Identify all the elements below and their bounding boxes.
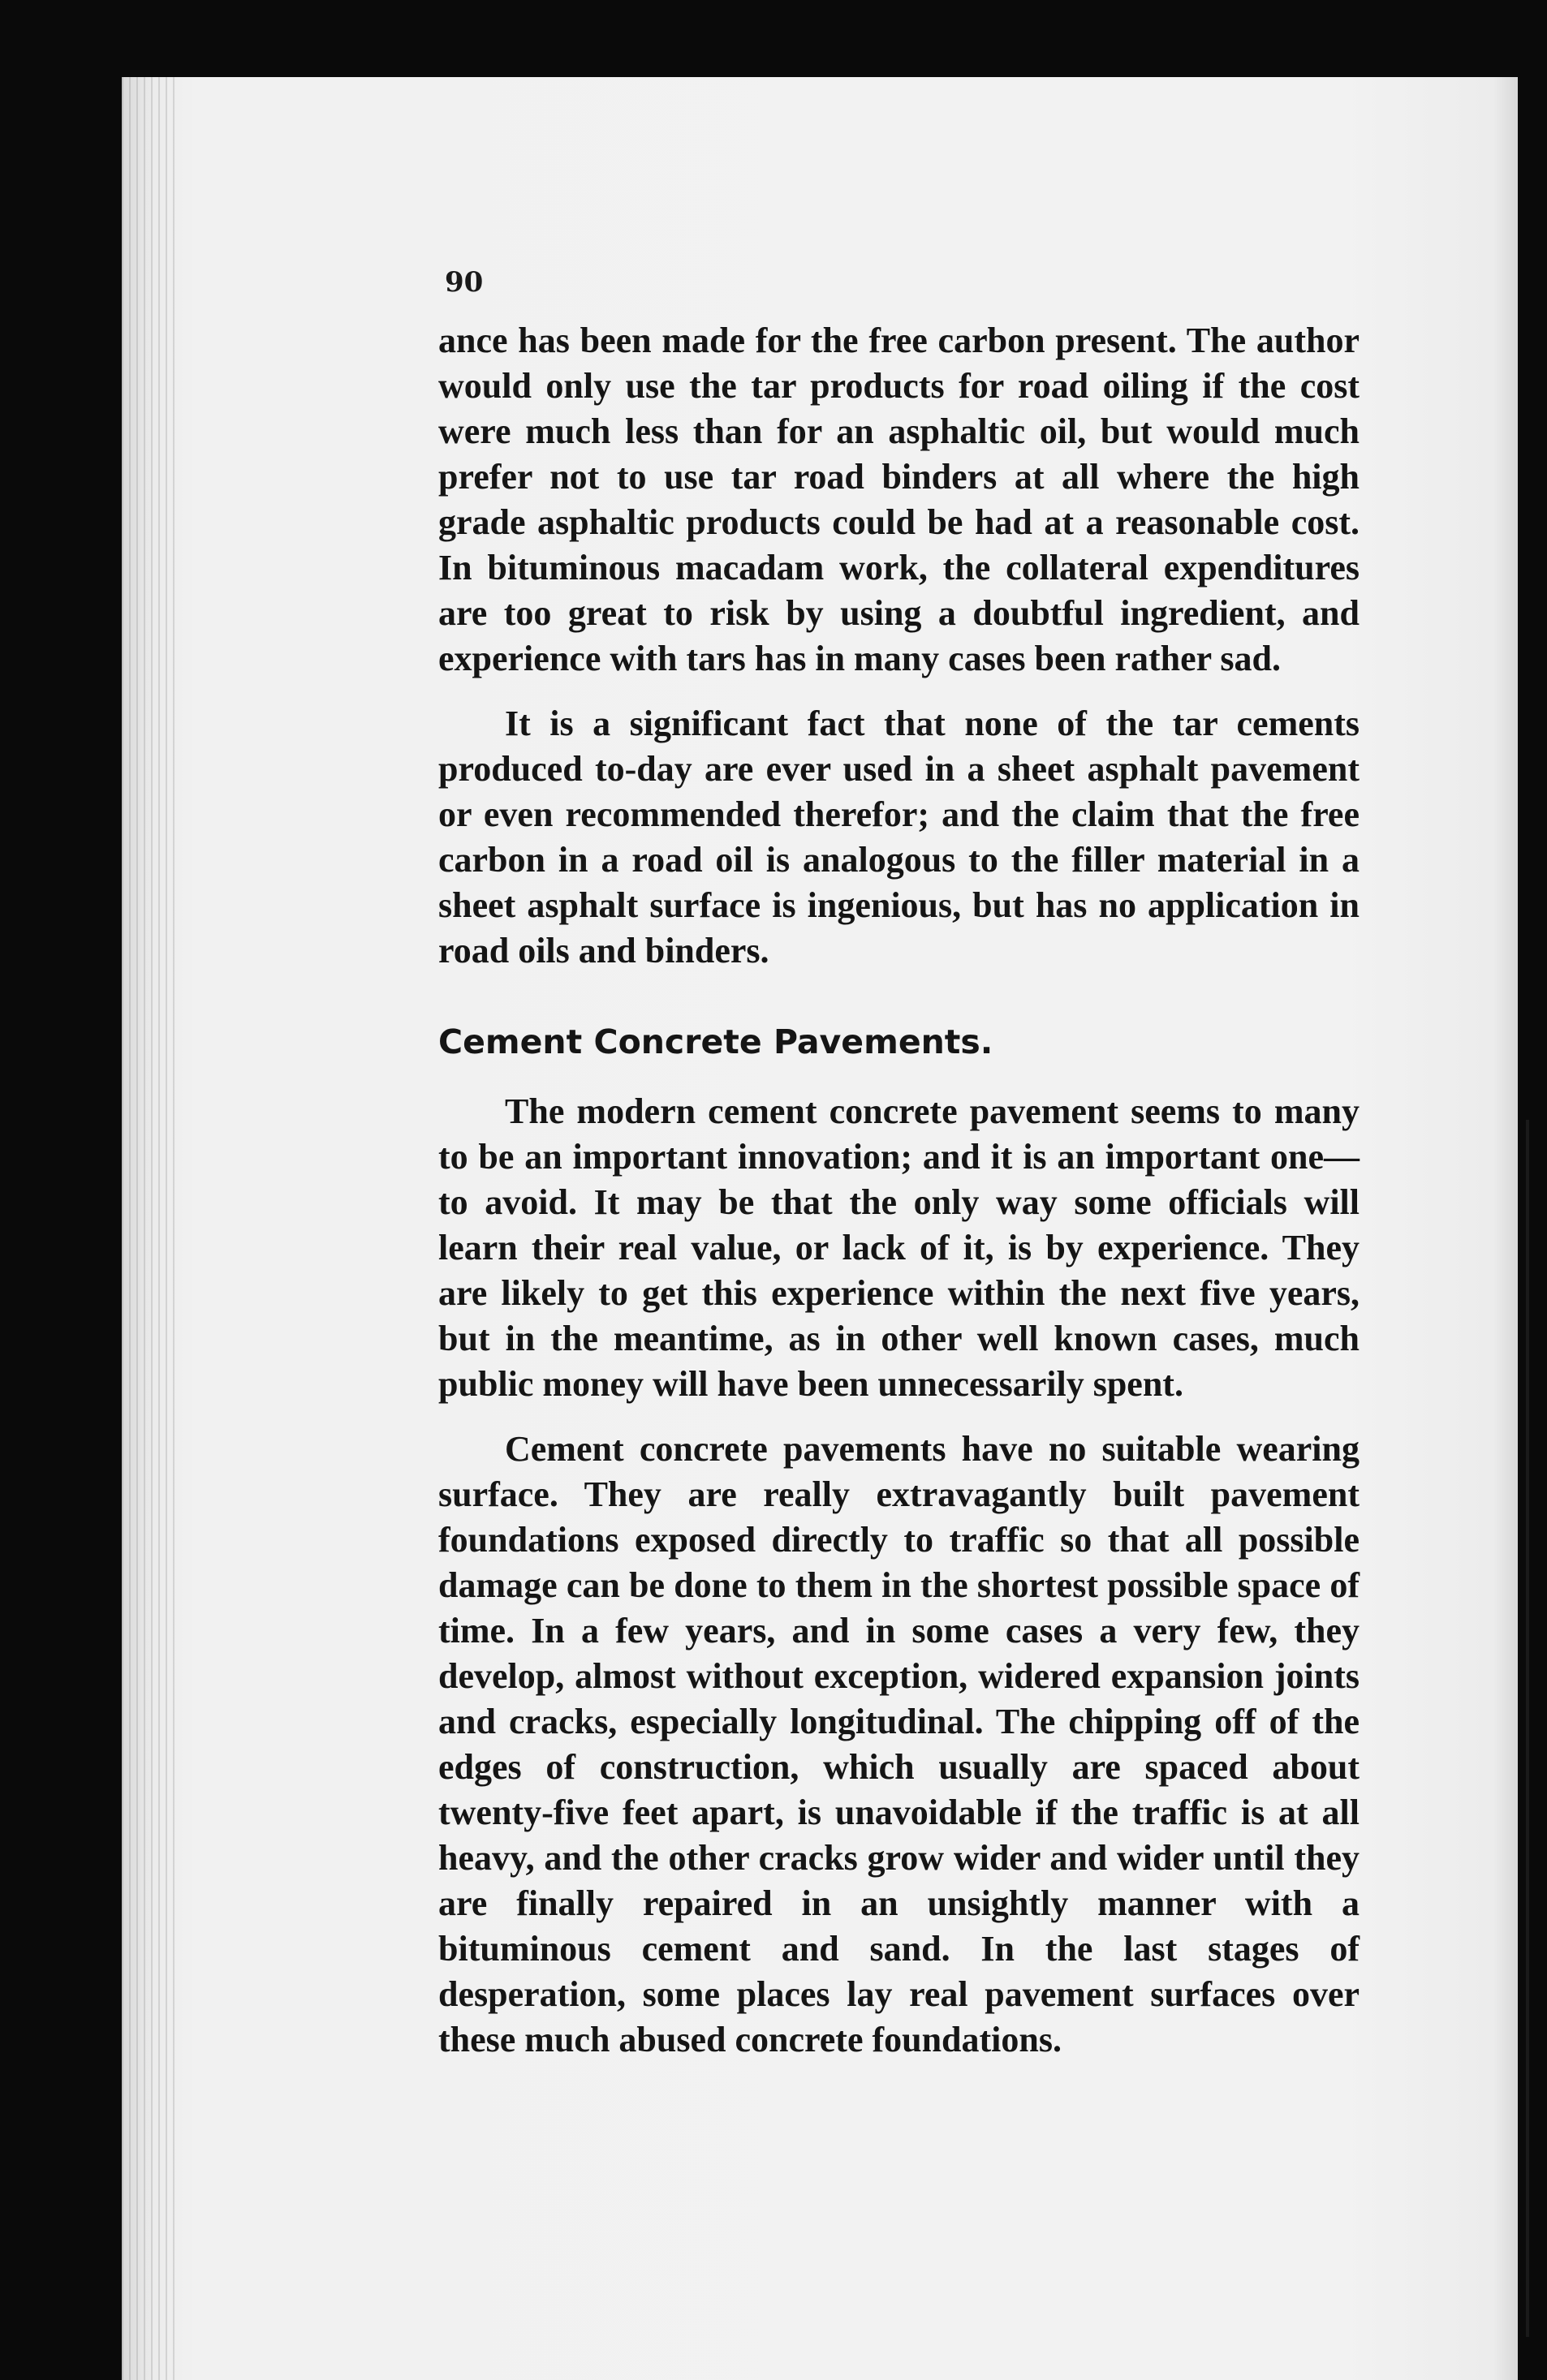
page-number: 90	[445, 266, 484, 299]
paragraph-1: ance has been made for the free carbon present. The author would only use the tar products for road oiling if the cost were much less than for an asphaltic oil, but would much prefer not to use tar road binders at all where the high grade asphaltic products could be had at a reasonable cost. In bituminous macadam work, the collateral expenditures are too great to risk by using a doubtful ingredient, and experience with tars has in many cases been rather sad.	[438, 321, 1360, 678]
section-paragraph-1: The modern cement concrete pavement seems to many to be an important innovation; and it is an important one—to avoid. It may be that the only way some officials will learn their real value, or lack of it, is by experience. They are likely to get this experience within the next five years, but in the meantime, as in other well known cases, much public money will have been unnecessarily spent.	[438, 1091, 1360, 1404]
section-heading: Cement Concrete Pavements.	[438, 1022, 993, 1061]
page-gutter-shadow	[122, 77, 179, 2380]
right-edge-mark	[1526, 1120, 1529, 2337]
text-column	[438, 318, 1360, 2063]
section-paragraph-2: Cement concrete pavements have no suitable wearing surface. They are really extravagantly built pavement foundations exposed directly to traffic so that all possible damage can be done to them in the shortest possible space of time. In a few years, and in some cases a very few, they develop, almost without exception, widered expansion joints and cracks, especially longitudinal. The chipping off of the edges of construction, which usually are spaced about twenty-five feet apart, is unavoidable if the traffic is at all heavy, and the other cracks grow wider and wider until they are finally repaired in an unsightly manner with a bituminous cement and sand. In the last stages of desperation, some places lay real pavement surfaces over these much abused concrete foundations.	[438, 1429, 1360, 2059]
paragraph-2: It is a significant fact that none of the tar cements produced to-day are ever used in a sheet asphalt pavement or even recommended therefor; and the claim that the free carbon in a road oil is analogous to the filler material in a sheet asphalt surface is ingenious, but has no application in road oils and binders.	[438, 704, 1360, 971]
